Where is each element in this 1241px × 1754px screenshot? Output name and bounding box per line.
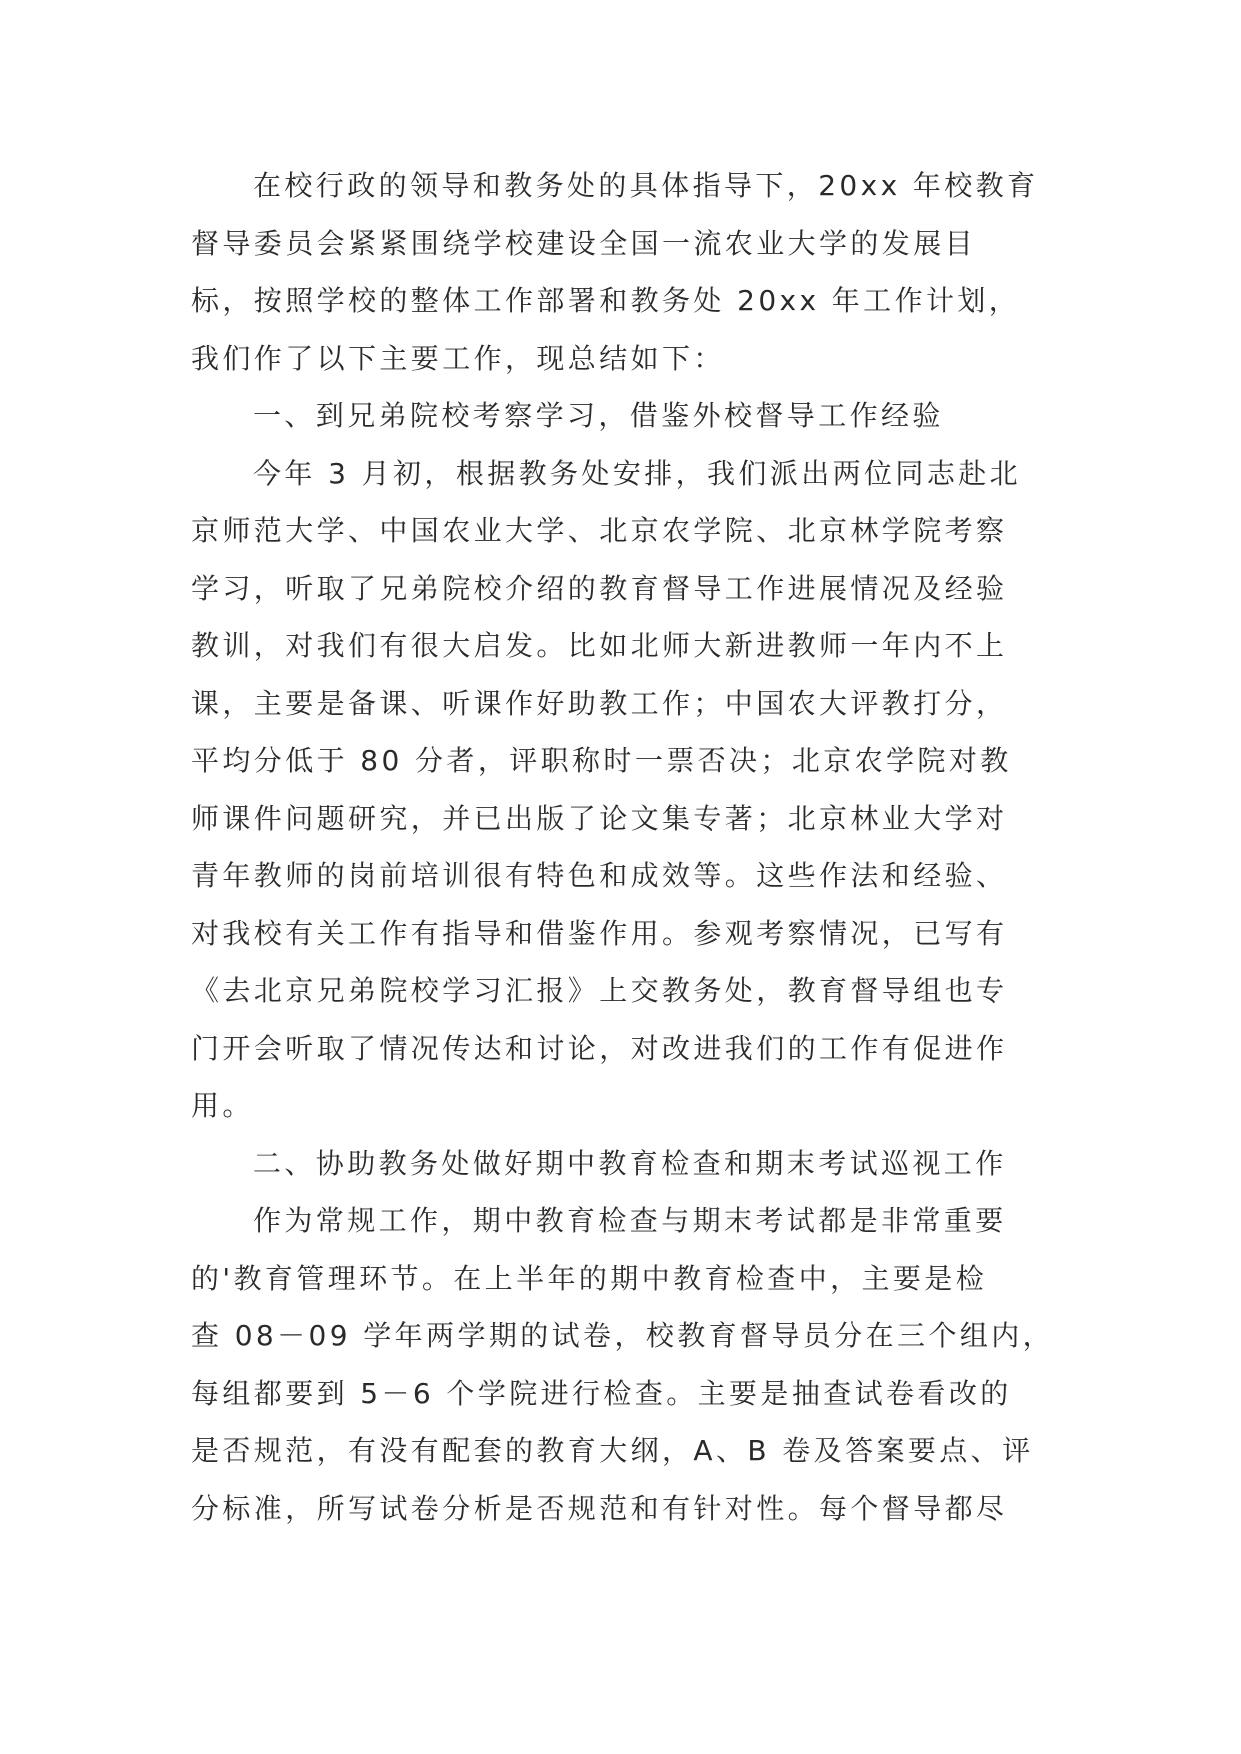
- text-line-14: 对我校有关工作有指导和借鉴作用。参观考察情况，已写有: [191, 916, 1008, 950]
- text-line-1: 在校行政的领导和教务处的具体指导下，20xx 年校教育: [253, 169, 1039, 202]
- document-body: [191, 157, 1061, 1537]
- text-line-8: 学习，听取了兄弟院校介绍的教育督导工作进展情况及经验: [191, 571, 1008, 605]
- text-line-10: 课，主要是备课、听课作好助教工作；中国农大评教打分，: [191, 686, 1008, 720]
- text-line-11: 平均分低于 80 分者，评职称时一票否决；北京农学院对教: [191, 744, 1012, 777]
- text-line-21: 查 08－09 学年两学期的试卷，校教育督导员分在三个组内，: [191, 1319, 1055, 1352]
- text-line-19: 作为常规工作，期中教育检查与期末考试都是非常重要: [253, 1204, 1007, 1237]
- text-line-7: 京师范大学、中国农业大学、北京农学院、北京林学院考察: [191, 514, 1008, 547]
- text-line-22: 每组都要到 5－6 个学院进行检查。主要是抽查试卷看改的: [191, 1376, 1012, 1410]
- section-heading-1: 一、到兄弟院校考察学习，借鉴外校督导工作经验: [253, 399, 944, 432]
- text-line-17: 用。: [191, 1089, 254, 1122]
- text-line-24: 分标准，所写试卷分析是否规范和有针对性。每个督导都尽: [191, 1491, 1008, 1525]
- text-line-23: 是否规范，有没有配套的教育大纲，A、B 卷及答案要点、评: [191, 1434, 1034, 1467]
- text-line-4: 我们作了以下主要工作，现总结如下：: [191, 341, 725, 375]
- text-line-6: 今年 3 月初，根据教务处安排，我们派出两位同志赴北: [253, 456, 1022, 490]
- text-line-3: 标，按照学校的整体工作部署和教务处 20xx 年工作计划，: [191, 284, 1021, 317]
- section-heading-2: 二、协助教务处做好期中教育检查和期末考试巡视工作: [253, 1146, 1007, 1180]
- text-line-12: 师课件问题研究，并已出版了论文集专著；北京林业大学对: [191, 801, 1008, 835]
- text-line-16: 门开会听取了情况传达和讨论，对改进我们的工作有促进作: [191, 1031, 1008, 1065]
- text-line-15: 《去北京兄弟院校学习汇报》上交教务处，教育督导组也专: [191, 974, 1008, 1007]
- text-line-2: 督导委员会紧紧围绕学校建设全国一流农业大学的发展目: [191, 226, 977, 260]
- text-line-13: 青年教师的岗前培训很有特色和成效等。这些作法和经验、: [191, 859, 1008, 892]
- text-line-9: 教训，对我们有很大启发。比如北师大新进教师一年内不上: [191, 629, 1008, 662]
- text-line-20: 的'教育管理环节。在上半年的期中教育检查中，主要是检: [191, 1261, 988, 1295]
